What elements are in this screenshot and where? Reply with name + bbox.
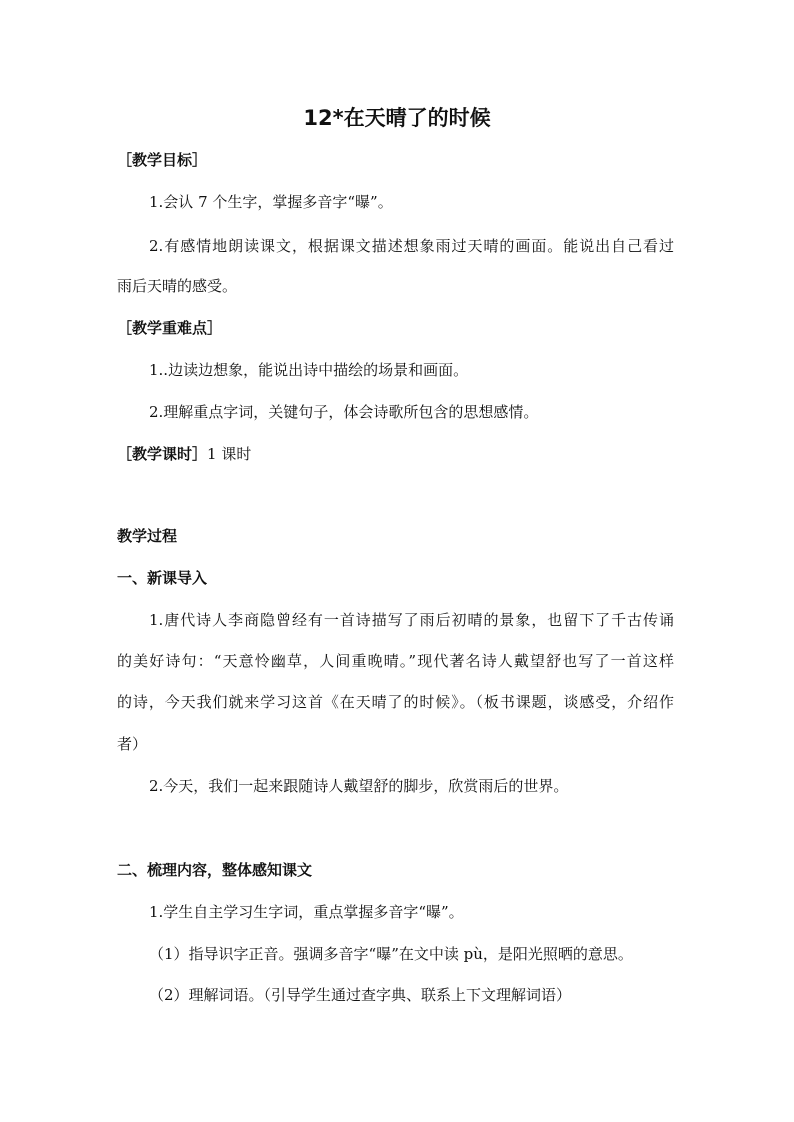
objectives-heading: ［教学目标］ <box>117 151 208 169</box>
section-1-paragraph-1-line-2: 的美好诗句：“天意怜幽草，人间重晚晴。”现代著名诗人戴望舒也写了一首这样 <box>117 652 674 670</box>
class-hours-label: ［教学课时］ <box>117 445 208 463</box>
class-hours-value: 1 课时 <box>207 445 252 463</box>
process-heading: 教学过程 <box>117 527 178 545</box>
key-point-item-2: 2.理解重点字词，关键句子，体会诗歌所包含的思想感情。 <box>149 403 539 421</box>
class-hours <box>117 444 251 464</box>
objective-item-2-line-1: 2.有感情地朗读课文，根据课文描述想象雨过天晴的画面。能说出自己看过 <box>149 237 674 255</box>
section-1-paragraph-1-line-3: 的诗，今天我们就来学习这首《在天晴了的时候》。（板书课题，谈感受，介绍作 <box>117 693 674 711</box>
section-2-sub-item-1: （1）指导识字正音。强调多音字“曝”在文中读 pù，是阳光照晒的意思。 <box>149 945 633 963</box>
section-2-heading: 二、梳理内容，整体感知课文 <box>117 861 313 879</box>
section-1-paragraph-2: 2.今天，我们一起来跟随诗人戴望舒的脚步，欣赏雨后的世界。 <box>149 777 569 795</box>
section-1-paragraph-1-line-4: 者） <box>117 735 148 753</box>
objective-item-2-line-2: 雨后天晴的感受。 <box>117 277 238 295</box>
section-2-paragraph-1: 1.学生自主学习生字词，重点掌握多音字“曝”。 <box>149 903 464 921</box>
section-2-sub-item-2: （2）理解词语。（引导学生通过查字典、联系上下文理解词语） <box>149 986 572 1004</box>
key-point-item-1: 1..边读边想象，能说出诗中描绘的场景和画面。 <box>149 361 469 379</box>
objective-item-1: 1.会认 7 个生字，掌握多音字“曝”。 <box>149 193 393 211</box>
section-1-paragraph-1-line-1: 1.唐代诗人李商隐曾经有一首诗描写了雨后初晴的景象，也留下了千古传诵 <box>149 611 674 629</box>
key-points-heading: ［教学重难点］ <box>117 319 223 337</box>
page-title: 12*在天晴了的时候 <box>303 106 491 130</box>
section-1-heading: 一、新课导入 <box>117 569 208 587</box>
